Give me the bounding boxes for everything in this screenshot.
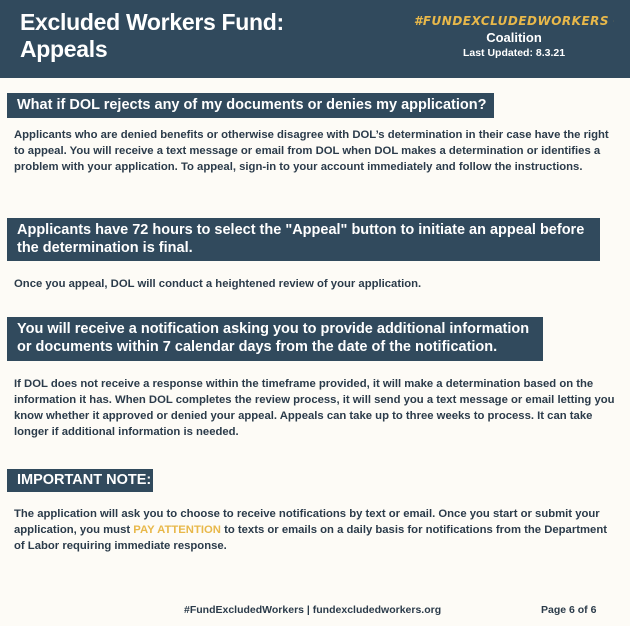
- coalition-block: [414, 12, 614, 59]
- footer-links: #FundExcludedWorkers | fundexcludedworkers.org: [184, 604, 442, 616]
- pay-attention-highlight: PAY ATTENTION: [133, 524, 221, 536]
- last-updated: Last Updated: 8.3.21: [462, 47, 566, 59]
- section-heading-rejection: What if DOL rejects any of my documents or denies my application?: [7, 93, 494, 118]
- title-line-2: Appeals: [20, 36, 108, 62]
- section-heading-72-hours: Applicants have 72 hours to select the "Appeal" button to initiate an appeal before the determination is final.: [7, 218, 600, 261]
- header-banner: [0, 0, 630, 78]
- important-note-text-1: The application will ask you to choose to receive notifications by text or email. Once you start or submit your application, you must: [14, 508, 600, 536]
- new-york-state-icon: [613, 12, 614, 30]
- section-body-rejection: Applicants who are denied benefits or otherwise disagree with DOL’s determination in their case have the right to appeal. You will receive a text message or email from DOL when DOL makes a determination or identifies a problem with your application. To appeal, sign-in to your account immediately and follow the instructions.: [14, 129, 609, 173]
- important-note-text-2: to texts or emails on a daily basis for notifications from the Department of Labor requiring immediate response.: [14, 524, 607, 552]
- section-body-notification: If DOL does not receive a response within the timeframe provided, it will make a determination based on the information it has. When DOL completes the review process, it will send you a text message or email letting you know whether it approved or denied your appeal. Appeals can take up to three weeks to process. It can take longer if additional information is needed.: [14, 378, 615, 438]
- hashtag-row: [414, 12, 614, 30]
- page-title: [20, 9, 284, 63]
- page-number: Page 6 of 6: [541, 604, 597, 616]
- hashtag-logo: #FUNDEXCLUDEDWORKERS: [414, 14, 610, 28]
- important-note-heading: IMPORTANT NOTE:: [7, 469, 153, 492]
- important-note-body: [14, 506, 618, 554]
- section-heading-notification: You will receive a notification asking you to provide additional information or documents within 7 calendar days from the date of the notification.: [7, 317, 543, 361]
- title-line-1: Excluded Workers Fund:: [20, 9, 284, 35]
- section-body-72-hours: Once you appeal, DOL will conduct a heightened review of your application.: [14, 278, 422, 290]
- coalition-name: Coalition: [486, 30, 542, 45]
